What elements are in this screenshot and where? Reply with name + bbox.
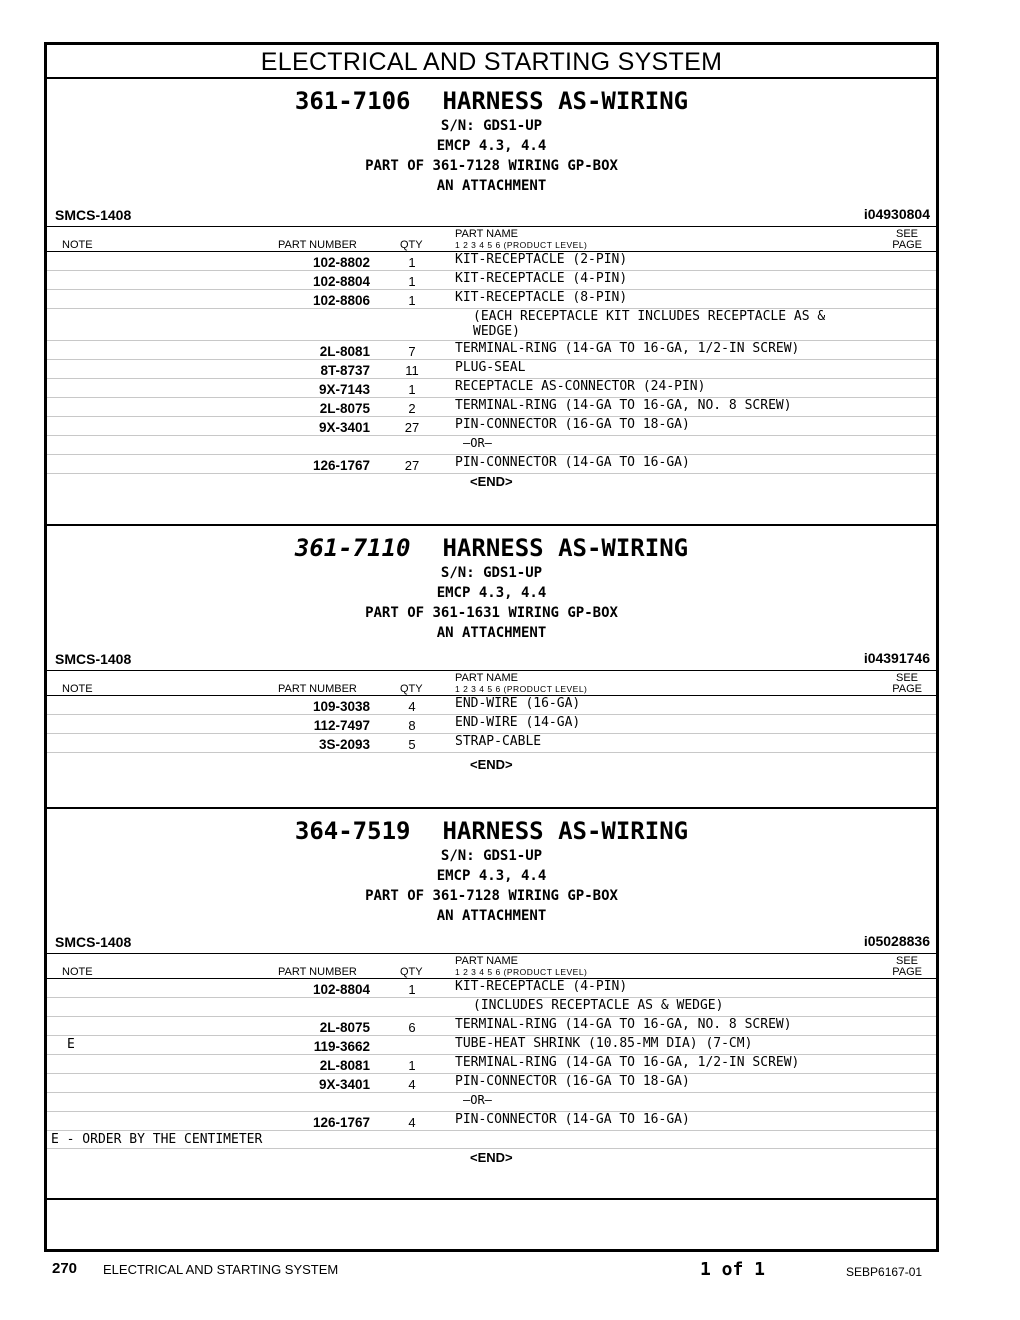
attachment: AN ATTACHMENT	[436, 625, 547, 641]
section-number: 361-7110	[294, 534, 411, 562]
row-qty: 7	[408, 344, 416, 359]
end-marker: <END>	[470, 474, 513, 489]
row-qty: 1	[408, 1058, 416, 1073]
row-qty: 8	[408, 718, 416, 733]
table-row	[47, 252, 936, 271]
row-part-number: 119-3662	[313, 1039, 370, 1054]
row-part-name: —OR—	[463, 436, 492, 450]
part-of: PART OF 361-7128 WIRING GP-BOX	[365, 158, 618, 174]
row-part-name: TERMINAL-RING (14-GA TO 16-GA, 1/2-IN SCREW)	[455, 1055, 800, 1070]
table-row	[47, 1074, 936, 1093]
col-part-number: PART NUMBER	[278, 966, 357, 978]
col-see: SEE	[895, 672, 918, 684]
row-part-number: 2L-8081	[319, 1058, 370, 1073]
attachment: AN ATTACHMENT	[436, 908, 547, 924]
row-qty: 4	[408, 1077, 416, 1092]
footer-page-number: 270	[52, 1260, 78, 1277]
section-number: 364-7519	[294, 817, 411, 845]
row-part-name: (INCLUDES RECEPTACLE AS & WEDGE)	[473, 998, 724, 1013]
col-note: NOTE	[62, 683, 93, 695]
end-marker: <END>	[470, 757, 513, 772]
col-qty: QTY	[400, 966, 423, 978]
table-row	[47, 455, 936, 474]
section-header	[47, 809, 936, 926]
parts-list	[47, 696, 936, 753]
col-part-name: PART NAME	[455, 672, 518, 684]
col-see: SEE	[895, 228, 918, 240]
row-part-number: 109-3038	[312, 699, 370, 714]
row-part-number: 2L-8075	[319, 401, 370, 416]
table-row	[47, 979, 936, 998]
serial-number: S/N: GDS1-UP	[440, 848, 543, 864]
smcs-code: SMCS-1408	[55, 934, 132, 950]
col-page: PAGE	[892, 966, 922, 978]
row-qty: 4	[408, 1115, 416, 1130]
row-part-name: TUBE-HEAT SHRINK (10.85-MM DIA) (7-CM)	[455, 1036, 753, 1051]
col-page: PAGE	[892, 239, 922, 251]
col-part-number: PART NUMBER	[278, 683, 357, 695]
table-row	[47, 360, 936, 379]
row-part-name: PIN-CONNECTOR (14-GA TO 16-GA)	[455, 1112, 690, 1127]
col-note: NOTE	[62, 966, 93, 978]
row-qty: 1	[408, 382, 416, 397]
smcs-code: SMCS-1408	[55, 207, 132, 223]
row-part-number: 2L-8075	[319, 1020, 370, 1035]
footer-title: ELECTRICAL AND STARTING SYSTEM	[103, 1262, 339, 1277]
harness-section	[47, 79, 936, 526]
row-qty: 6	[408, 1020, 416, 1035]
row-part-number: 126-1767	[312, 458, 370, 473]
row-part-number: 9X-7143	[318, 382, 370, 397]
col-product-level: 1 2 3 4 5 6 (PRODUCT LEVEL)	[455, 684, 588, 694]
end-marker: <END>	[470, 1150, 513, 1165]
table-row	[47, 1017, 936, 1036]
main-title: ELECTRICAL AND STARTING SYSTEM	[47, 45, 936, 79]
section-number: 361-7106	[294, 87, 411, 115]
row-qty: 27	[404, 458, 420, 473]
document-id: i05028836	[863, 933, 930, 949]
table-row	[47, 290, 936, 309]
table-row	[47, 436, 936, 455]
row-qty: 1	[408, 255, 416, 270]
row-part-number: 9X-3401	[318, 1077, 370, 1092]
row-part-number: 126-1767	[312, 1115, 370, 1130]
row-part-name: TERMINAL-RING (14-GA TO 16-GA, NO. 8 SCREW)	[455, 398, 792, 413]
table-row	[47, 1093, 936, 1112]
row-qty: 11	[405, 363, 419, 378]
row-part-name: PIN-CONNECTOR (16-GA TO 18-GA)	[455, 417, 690, 432]
table-row	[47, 1055, 936, 1074]
serial-number: S/N: GDS1-UP	[440, 565, 543, 581]
col-part-number: PART NUMBER	[278, 239, 357, 251]
table-row	[47, 341, 936, 360]
row-qty: 27	[404, 420, 420, 435]
section-title	[47, 816, 936, 846]
harness-section	[47, 526, 936, 809]
col-product-level: 1 2 3 4 5 6 (PRODUCT LEVEL)	[455, 967, 588, 977]
row-part-name: PIN-CONNECTOR (16-GA TO 18-GA)	[455, 1074, 690, 1089]
col-page: PAGE	[892, 683, 922, 695]
row-part-number: 102-8804	[312, 982, 370, 997]
table-row	[47, 998, 936, 1017]
row-qty: 1	[408, 293, 416, 308]
table-row	[47, 309, 936, 341]
row-note: E	[67, 1037, 75, 1052]
row-part-name: KIT-RECEPTACLE (8-PIN)	[455, 290, 628, 305]
col-product-level: 1 2 3 4 5 6 (PRODUCT LEVEL)	[455, 240, 588, 250]
row-part-name: END-WIRE (14-GA)	[455, 715, 581, 730]
footnote-row	[47, 1131, 936, 1149]
col-part-name: PART NAME	[455, 955, 518, 967]
row-qty: 4	[408, 699, 416, 714]
row-part-name: TERMINAL-RING (14-GA TO 16-GA, 1/2-IN SCREW)	[455, 341, 800, 356]
col-part-name: PART NAME	[455, 228, 518, 240]
section-header	[47, 79, 936, 196]
row-part-name: KIT-RECEPTACLE (2-PIN)	[455, 252, 628, 267]
column-header	[47, 953, 936, 979]
table-row	[47, 1112, 936, 1131]
col-qty: QTY	[400, 239, 423, 251]
row-part-name: END-WIRE (16-GA)	[455, 696, 581, 711]
row-part-name: TERMINAL-RING (14-GA TO 16-GA, NO. 8 SCREW)	[455, 1017, 792, 1032]
table-row	[47, 1036, 936, 1055]
row-part-number: 102-8806	[312, 293, 370, 308]
row-part-number: 112-7497	[313, 718, 370, 733]
table-row	[47, 715, 936, 734]
row-qty: 1	[408, 982, 416, 997]
section-name: HARNESS AS-WIRING	[442, 817, 689, 845]
column-header	[47, 670, 936, 696]
section-title	[47, 533, 936, 563]
emcp-version: EMCP 4.3, 4.4	[436, 138, 547, 154]
row-part-number: 9X-3401	[318, 420, 370, 435]
document-id: i04391746	[863, 650, 930, 666]
section-name: HARNESS AS-WIRING	[442, 87, 689, 115]
row-part-name: —OR—	[463, 1093, 492, 1107]
row-part-number: 8T-8737	[320, 363, 370, 378]
row-part-number: 3S-2093	[318, 737, 370, 752]
section-title	[47, 86, 936, 116]
emcp-version: EMCP 4.3, 4.4	[436, 585, 547, 601]
parts-list	[47, 979, 936, 1149]
document-id: i04930804	[863, 206, 930, 222]
row-part-number: 102-8804	[312, 274, 370, 289]
row-qty: 5	[408, 737, 416, 752]
row-qty: 1	[408, 274, 416, 289]
emcp-version: EMCP 4.3, 4.4	[436, 868, 547, 884]
row-part-name: STRAP-CABLE	[455, 734, 542, 749]
parts-list	[47, 252, 936, 474]
row-part-name: KIT-RECEPTACLE (4-PIN)	[455, 979, 628, 994]
table-row	[47, 417, 936, 436]
table-row	[47, 398, 936, 417]
row-part-number: 2L-8081	[319, 344, 370, 359]
part-of: PART OF 361-1631 WIRING GP-BOX	[365, 605, 618, 621]
row-part-name: KIT-RECEPTACLE (4-PIN)	[455, 271, 628, 286]
section-header	[47, 526, 936, 643]
table-row	[47, 379, 936, 398]
footer-page-count: 1 of 1	[700, 1259, 766, 1280]
col-see: SEE	[895, 955, 918, 967]
row-part-name: (EACH RECEPTACLE KIT INCLUDES RECEPTACLE AS & WEDGE)	[473, 309, 826, 339]
row-part-name: PLUG-SEAL	[455, 360, 526, 375]
attachment: AN ATTACHMENT	[436, 178, 547, 194]
table-row	[47, 696, 936, 715]
part-of: PART OF 361-7128 WIRING GP-BOX	[365, 888, 618, 904]
col-note: NOTE	[62, 239, 93, 251]
column-header	[47, 226, 936, 252]
harness-section	[47, 809, 936, 1200]
section-name: HARNESS AS-WIRING	[442, 534, 689, 562]
footnote: E - ORDER BY THE CENTIMETER	[51, 1132, 263, 1147]
row-part-name: PIN-CONNECTOR (14-GA TO 16-GA)	[455, 455, 690, 470]
table-row	[47, 734, 936, 753]
row-qty: 2	[408, 401, 416, 416]
footer-document-code: SEBP6167-01	[846, 1265, 923, 1279]
row-part-name: RECEPTACLE AS-CONNECTOR (24-PIN)	[455, 379, 706, 394]
table-row	[47, 271, 936, 290]
row-part-number: 102-8802	[312, 255, 370, 270]
page-frame	[44, 42, 939, 1252]
smcs-code: SMCS-1408	[55, 651, 132, 667]
col-qty: QTY	[400, 683, 423, 695]
serial-number: S/N: GDS1-UP	[440, 118, 543, 134]
